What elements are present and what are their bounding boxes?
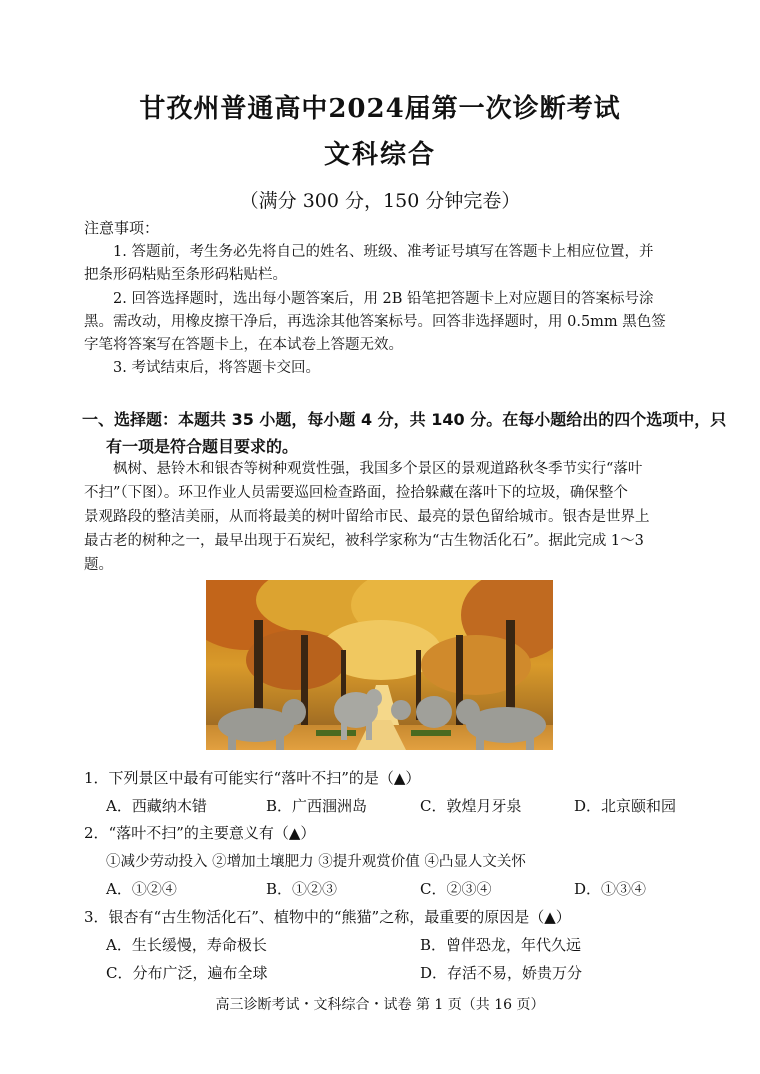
- section-heading-line-1: 一、选择题：本题共 35 小题，每小题 4 分，共 140 分。在每小题给出的四个选项中，只: [82, 410, 727, 429]
- question-1-stem: 1．下列景区中最有可能实行“落叶不扫”的是（▲）: [84, 769, 421, 787]
- question-2-option-c: C．②③④: [420, 880, 492, 898]
- passage-line-2: 不扫”（下图）。环卫作业人员需要巡回检查路面，捡拾躲藏在落叶下的垃圾，确保整个: [84, 485, 628, 501]
- question-1-option-b: B．广西涠洲岛: [266, 797, 368, 815]
- page-footer: 高三诊断考试・文科综合・试卷 第 1 页（共 16 页）: [215, 997, 545, 1013]
- question-1-option-a: A．西藏纳木错: [106, 797, 207, 815]
- score-note: （满分 300 分，150 分钟完卷）: [239, 190, 521, 212]
- ginkgo-avenue-photo: [206, 580, 553, 750]
- question-3-option-a: A．生长缓慢，寿命极长: [106, 936, 267, 954]
- notice-heading: 注意事项：: [84, 219, 160, 237]
- question-2-option-d: D．①③④: [574, 880, 647, 898]
- exam-subject: 文科综合: [323, 140, 436, 170]
- question-3-option-c: C．分布广泛，遍布全球: [106, 964, 268, 982]
- question-3-option-d: D．存活不易，娇贵万分: [420, 964, 583, 982]
- notice-item-3: 3. 考试结束后，将答题卡交回。: [113, 360, 320, 376]
- passage-line-1: 枫树、悬铃木和银杏等树种观赏性强，我国多个景区的景观道路秋冬季节实行“落叶: [113, 461, 643, 477]
- question-2-statements: ①减少劳动投入 ②增加土壤肥力 ③提升观赏价值 ④凸显人文关怀: [106, 854, 526, 870]
- question-3-stem: 3．银杏有“古生物活化石”、植物中的“熊猫”之称，最重要的原因是（▲）: [84, 908, 571, 926]
- notice-item-1-line-2: 把条形码粘贴至条形码粘贴栏。: [84, 267, 287, 283]
- question-2-option-b: B．①②③: [266, 880, 338, 898]
- question-2-stem: 2．“落叶不扫”的主要意义有（▲）: [84, 824, 316, 842]
- passage-line-3: 景观路段的整洁美丽，从而将最美的树叶留给市民、最亮的景色留给城市。银杏是世界上: [84, 509, 650, 525]
- question-2-option-a: A．①②④: [106, 880, 177, 898]
- question-1-option-c: C．敦煌月牙泉: [420, 797, 522, 815]
- question-3-option-b: B．曾伴恐龙，年代久远: [420, 936, 582, 954]
- section-heading-line-2: 有一项是符合题目要求的。: [106, 437, 299, 456]
- section-heading: [82, 406, 726, 460]
- passage-line-4: 最古老的树种之一，最早出现于石炭纪，被科学家称为“古生物活化石”。据此完成 1～3: [84, 533, 644, 549]
- notice-item-2-line-2: 黑。需改动，用橡皮擦干净后，再选涂其他答案标号。回答非选择题时，用 0.5mm 黑色签: [84, 314, 666, 330]
- question-1-option-d: D．北京颐和园: [574, 797, 677, 815]
- passage-line-5: 题。: [84, 557, 113, 573]
- notice-item-1-line-1: 1. 答题前，考生务必先将自己的姓名、班级、准考证号填写在答题卡上相应位置，并: [113, 244, 654, 260]
- notice-item-2-line-3: 字笔将答案写在答题卡上，在本试卷上答题无效。: [84, 337, 403, 353]
- notice-item-2-line-1: 2. 回答选择题时，选出每小题答案后，用 2B 铅笔把答题卡上对应题目的答案标号涂: [113, 291, 654, 307]
- exam-title: 甘孜州普通高中2024届第一次诊断考试: [139, 94, 621, 124]
